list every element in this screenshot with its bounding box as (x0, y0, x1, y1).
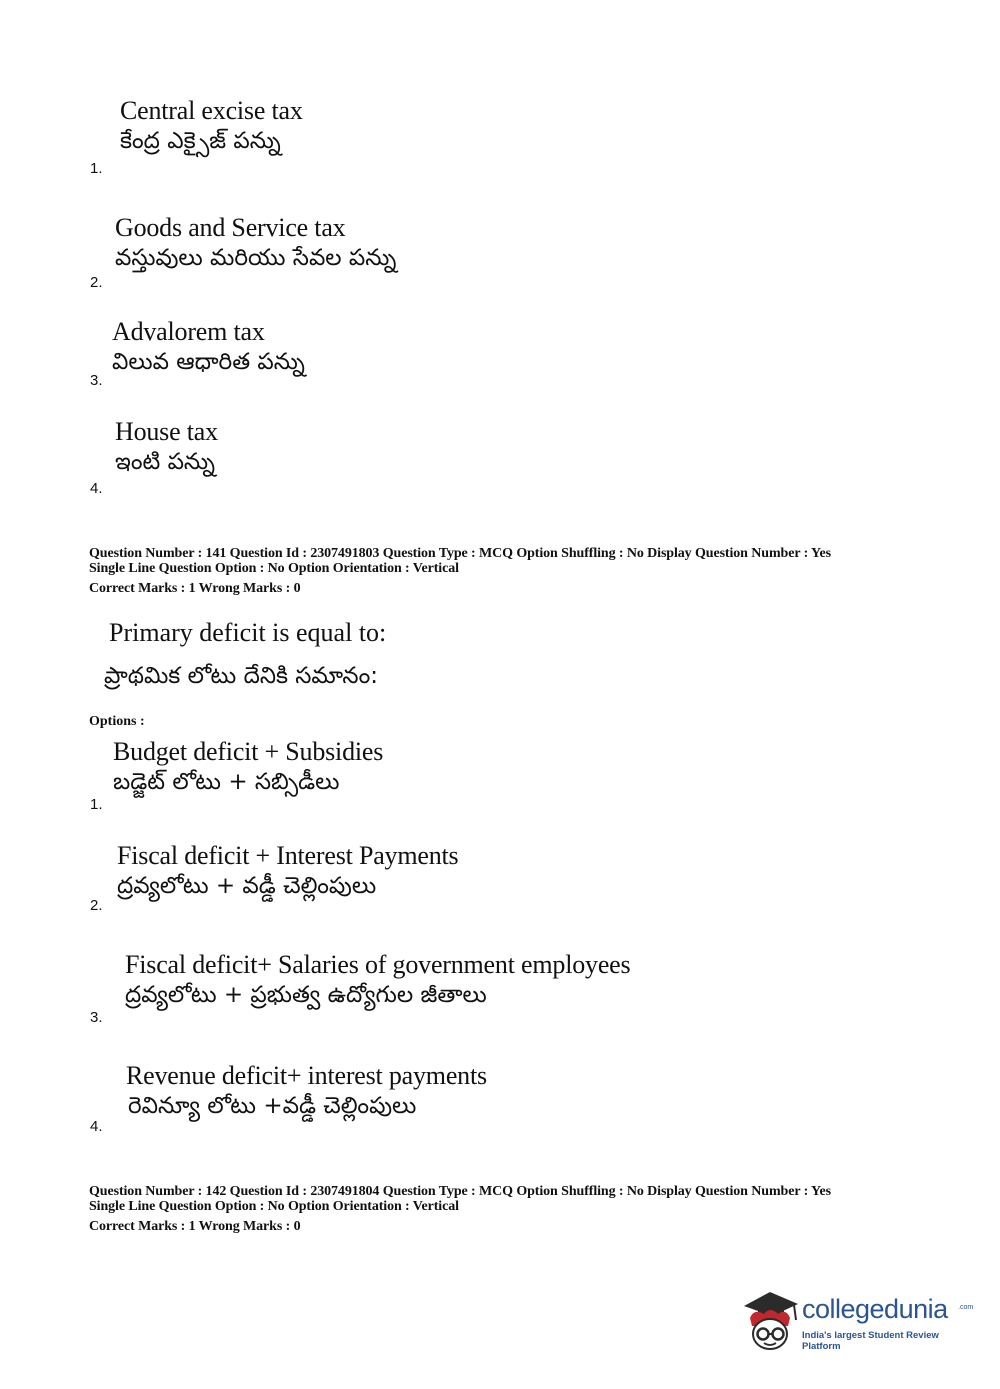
q141-option-3-en: Fiscal deficit+ Salaries of government employees (125, 950, 631, 979)
option-2-en: Goods and Service tax (115, 213, 346, 242)
option-2-te: వస్తువులు మరియు సేవల పన్ను (115, 245, 397, 271)
question-141-meta-line1: Question Number : 141 Question Id : 2307491803 Question Type : MCQ Option Shuffling : No Display Question Number : Yes (89, 546, 831, 561)
option-3-number: 3. (90, 372, 103, 389)
option-1-number: 1. (90, 160, 103, 177)
logo-tagline: India's largest Student Review Platform (802, 1330, 939, 1352)
option-2-number: 2. (90, 274, 103, 291)
option-4-te: ఇంటి పన్ను (115, 449, 215, 475)
q141-option-4-en: Revenue deficit+ interest payments (126, 1061, 487, 1090)
question-142-meta-line2: Single Line Question Option : No Option Orientation : Vertical (89, 1199, 459, 1214)
q141-option-1-te: బడ్జెట్ లోటు + సబ్సిడీలు (113, 769, 340, 795)
collegedunia-logo (740, 1282, 980, 1362)
q141-option-2-number: 2. (90, 897, 103, 914)
q141-option-1-en: Budget deficit + Subsidies (113, 737, 384, 766)
question-141-text-te: ప్రాథమిక లోటు దేనికి సమానం: (104, 663, 378, 689)
option-3-te: విలువ ఆధారిత పన్ను (112, 349, 305, 375)
q141-option-2-en: Fiscal deficit + Interest Payments (117, 841, 459, 870)
student-mascot-icon (740, 1284, 802, 1356)
q141-option-2-te: ద్రవ్యలోటు + వడ్డీ చెల్లింపులు (117, 873, 377, 899)
question-142-meta-line1: Question Number : 142 Question Id : 2307491804 Question Type : MCQ Option Shuffling : No Display Question Number : Yes (89, 1184, 831, 1199)
question-141-text-en: Primary deficit is equal to: (109, 618, 387, 647)
option-1-te: కేంద్ర ఎక్సైజ్ పన్ను (120, 128, 281, 154)
option-1-en: Central excise tax (120, 96, 303, 125)
option-4-number: 4. (90, 480, 103, 497)
q141-option-1-number: 1. (90, 796, 103, 813)
q141-option-3-number: 3. (90, 1009, 103, 1026)
option-3-en: Advalorem tax (112, 317, 265, 346)
options-label: Options : (89, 714, 145, 729)
question-141-marks: Correct Marks : 1 Wrong Marks : 0 (89, 581, 301, 596)
q141-option-3-te: ద్రవ్యలోటు + ప్రభుత్వ ఉద్యోగుల జీతాలు (125, 982, 487, 1008)
logo-name: collegedunia (802, 1294, 948, 1324)
question-141-meta-line2: Single Line Question Option : No Option Orientation : Vertical (89, 561, 459, 576)
logo-suffix: .com (958, 1304, 974, 1311)
question-142-marks: Correct Marks : 1 Wrong Marks : 0 (89, 1219, 301, 1234)
q141-option-4-number: 4. (90, 1118, 103, 1135)
q141-option-4-te: రెవిన్యూ లోటు +వడ్డీ చెల్లింపులు (128, 1093, 417, 1119)
option-4-en: House tax (115, 417, 218, 446)
